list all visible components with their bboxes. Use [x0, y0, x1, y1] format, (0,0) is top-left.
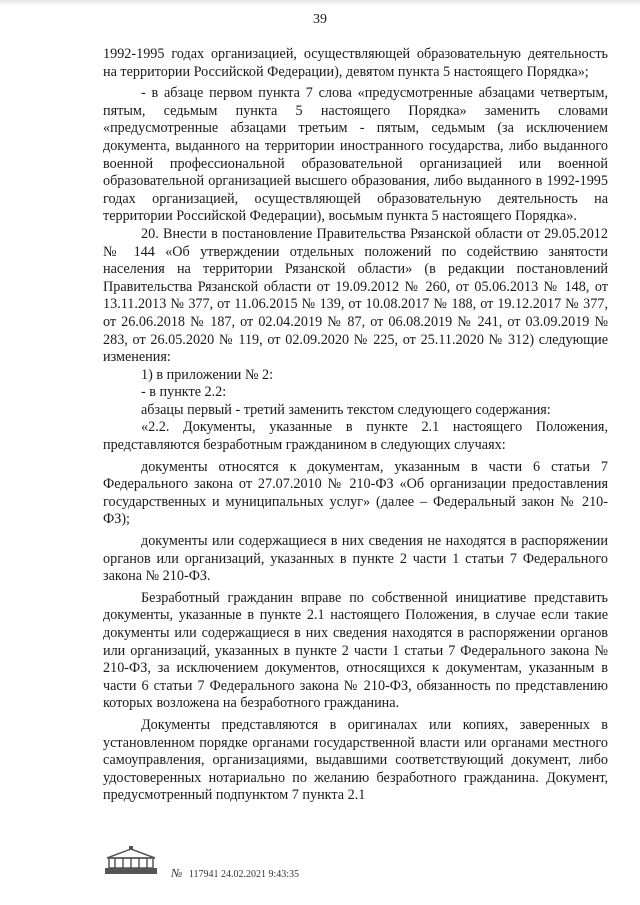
page-number: 39 — [313, 12, 327, 27]
document-datetime: 24.02.2021 9:43:35 — [220, 869, 300, 880]
page-footer — [103, 846, 503, 886]
building-seal-icon — [103, 846, 159, 876]
paragraph: Безработный гражданин вправе по собственной инициативе представить документы, указанные в пункте 2.1 настоящего Положения, в случае если такие документы или содержащиеся в них сведения находятся в распоряжении органов или организаций, указанных в пункте 2 части 1 статьи 7 Федерального закона № 210-ФЗ, за исключением документов, относящихся к документам, указанным в части 6 статьи 7 Федерального закона № 210-ФЗ, обязанность по представлению которых возложена на безработного гражданина. — [103, 589, 608, 712]
paragraph: - в абзаце первом пункта 7 слова «предусмотренные абзацами четвертым, пятым, седьмым пункта 5 настоящего Порядка» заменить словами «предусмотренные абзацами третьим - пятым, седьмым (за исключением документа, выданного на территории иностранного государства, либо выданного военной профессиональной образовательной организацией или военной образовательной организацией высшего образования, либо выданного в 1992-1995 годах организацией, осуществляющей образовательную деятельность на территории Российской Федерации), восьмым пункта 5 настоящего Порядка». — [103, 85, 608, 225]
paragraph: «2.2. Документы, указанные в пункте 2.1 настоящего Положения, представляются безработным гражданином в следующих случаях: — [103, 419, 608, 454]
paragraph: - в пункте 2.2: — [141, 384, 227, 401]
scan-edge — [0, 0, 640, 6]
document-body — [103, 46, 608, 805]
paragraph: абзацы первый - третий заменить текстом следующего содержания: — [141, 401, 551, 418]
paragraph: документы или содержащиеся в них сведения не находятся в распоряжении органов или организаций, указанных в пункте 2 части 1 статьи 7 Федерального закона № 210-ФЗ. — [103, 533, 608, 585]
paragraph: 1) в приложении № 2: — [141, 366, 274, 383]
number-mark: № — [171, 866, 183, 880]
document-number: 117941 — [188, 869, 219, 880]
paragraph: 20. Внести в постановление Правительства Рязанской области от 29.05.2012 № 144 «Об утверждении отдельных положений по содействию занятости населения на территории Рязанской области» (в редакции постановлений Правительства Рязанской области от 19.09.2012 № 260, от 05.06.2013 № 148, от 13.11.2013 № 377, от 11.06.2015 № 139, от 10.08.2017 № 188, от 19.12.2017 № 377, от 26.06.2018 № 187, от 02.04.2019 № 87, от 06.08.2019 № 241, от 03.09.2019 № 283, от 26.05.2020 № 119, от 02.09.2020 № 225, от 25.11.2020 № 312) следующие изменения: — [103, 225, 608, 366]
paragraph: документы относятся к документам, указанным в части 6 статьи 7 Федерального закона от 27.07.2010 № 210-ФЗ «Об организации предоставления государственных и муниципальных услуг» (далее – Федеральный закон № 210-ФЗ); — [103, 458, 608, 528]
paragraph: 1992-1995 годах организацией, осуществляющей образовательную деятельность на территории Российской Федерации), девятом пункта 5 настоящего Порядка»; — [103, 46, 608, 80]
document-stamp — [171, 866, 299, 881]
paragraph: Документы представляются в оригиналах или копиях, заверенных в установленном порядке органами государственной власти или органами местного самоуправления, организациями, выдавшими соответствующий документ, либо удостоверенных нотариально по желанию безработного гражданина. Документ, предусмотренный подпунктом 7 пункта 2.1 — [103, 716, 608, 804]
